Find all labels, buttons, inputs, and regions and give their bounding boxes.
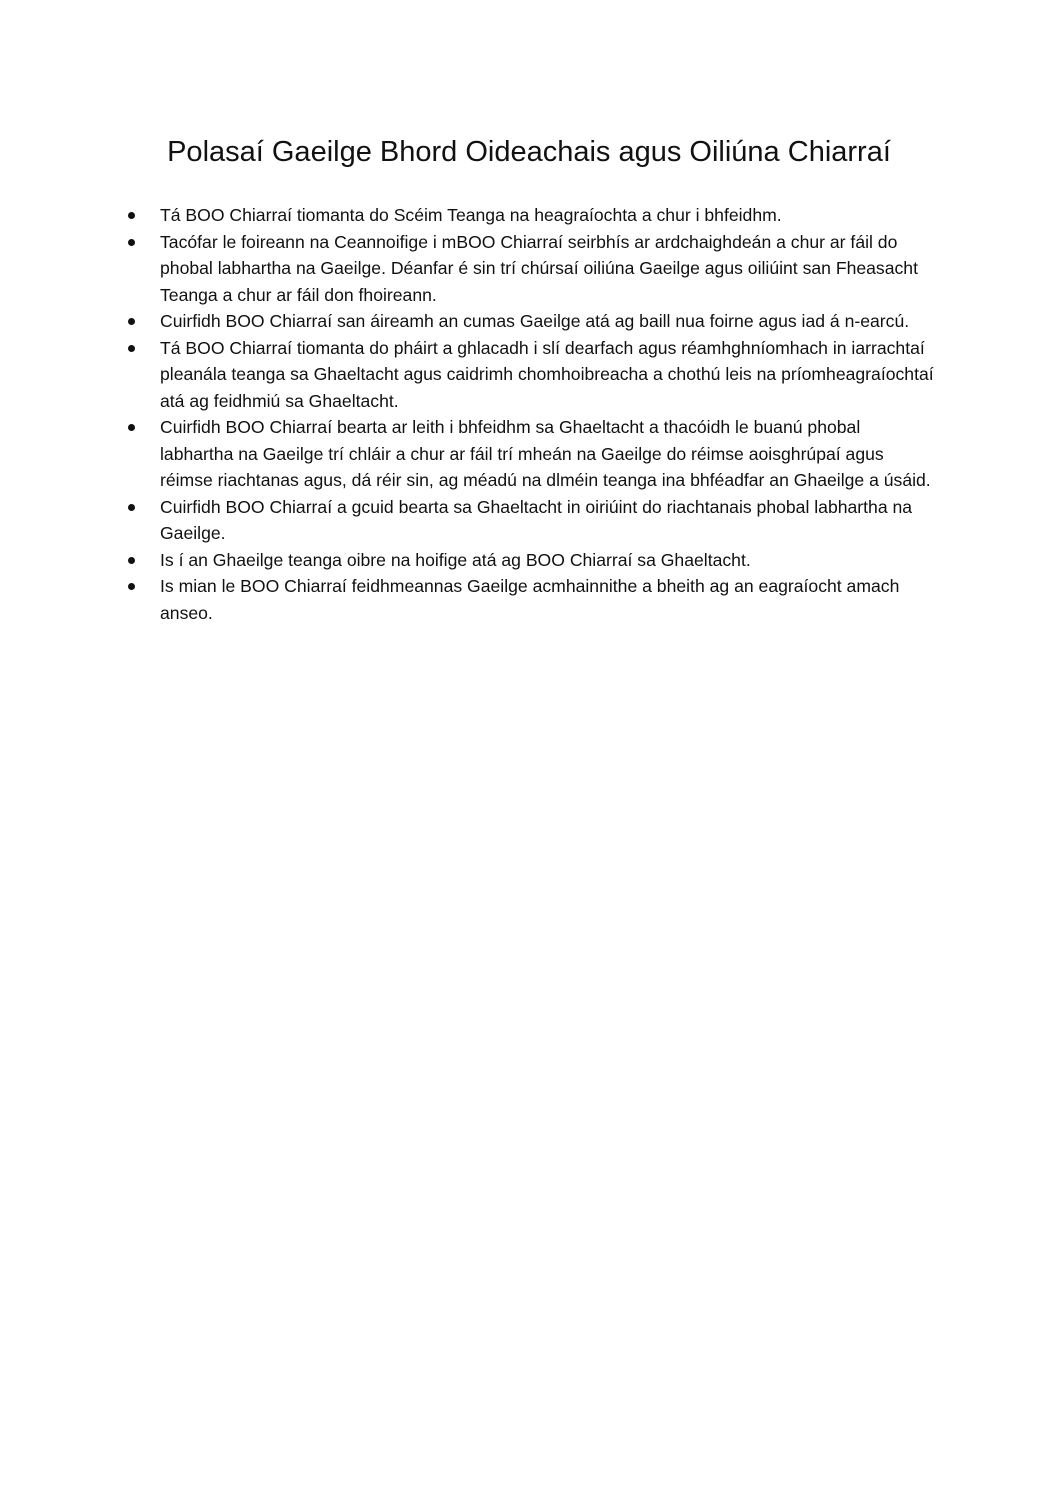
bullet-icon	[128, 239, 135, 246]
policy-bullet-list	[122, 202, 934, 626]
list-item	[122, 494, 934, 547]
bullet-icon	[128, 557, 135, 564]
list-item-text: Cuirfidh BOO Chiarraí bearta ar leith i bhfeidhm sa Ghaeltacht a thacóidh le buanú phobal labhartha na Gaeilge trí chláir a chur ar fáil trí mheán na Gaeilge do réimse aoisghrúpaí agus réimse riachtanas agus, dá réir sin, ag méadú na dlméin teanga ina bhféadfar an Ghaeilge a úsáid.	[160, 417, 931, 490]
list-item	[122, 308, 934, 335]
bullet-icon	[128, 424, 135, 431]
list-item	[122, 202, 934, 229]
list-item	[122, 573, 934, 626]
list-item	[122, 547, 934, 574]
bullet-icon	[128, 583, 135, 590]
page-title: Polasaí Gaeilge Bhord Oideachais agus Oiliúna Chiarraí	[167, 136, 891, 168]
list-item	[122, 335, 934, 415]
list-item-text: Tacófar le foireann na Ceannoifige i mBOO Chiarraí seirbhís ar ardchaighdeán a chur ar fáil do phobal labhartha na Gaeilge. Déanfar é sin trí chúrsaí oiliúna Gaeilge agus oiliúint san Fheasacht Teanga a chur ar fáil don fhoireann.	[160, 231, 918, 305]
list-item-text: Cuirfidh BOO Chiarraí a gcuid bearta sa Ghaeltacht in oiriúint do riachtanais phobal labhartha na Gaeilge.	[160, 496, 913, 543]
bullet-icon	[128, 212, 135, 219]
list-item-text: Cuirfidh BOO Chiarraí san áireamh an cumas Gaeilge atá ag baill nua foirne agus iad á n-earcú.	[160, 311, 910, 331]
list-item	[122, 414, 934, 494]
bullet-icon	[128, 504, 135, 511]
list-item-text: Tá BOO Chiarraí tiomanta do pháirt a ghlacadh i slí dearfach agus réamhghníomhach in iarrachtaí pleanála teanga sa Ghaeltacht agus caidrimh chomhoibreacha a chothú leis na príomheagraíochtaí atá ag feidhmiú sa Ghaeltacht.	[160, 337, 934, 411]
list-item-text: Is í an Ghaeilge teanga oibre na hoifige atá ag BOO Chiarraí sa Ghaeltacht.	[160, 549, 751, 570]
list-item	[122, 229, 934, 309]
bullet-icon	[128, 318, 135, 325]
list-item-text: Tá BOO Chiarraí tiomanta do Scéim Teanga na heagraíochta a chur i bhfeidhm.	[160, 205, 782, 225]
list-item-text: Is mian le BOO Chiarraí feidhmeannas Gaeilge acmhainnithe a bheith ag an eagraíocht amach anseo.	[160, 576, 900, 623]
bullet-icon	[128, 345, 135, 352]
